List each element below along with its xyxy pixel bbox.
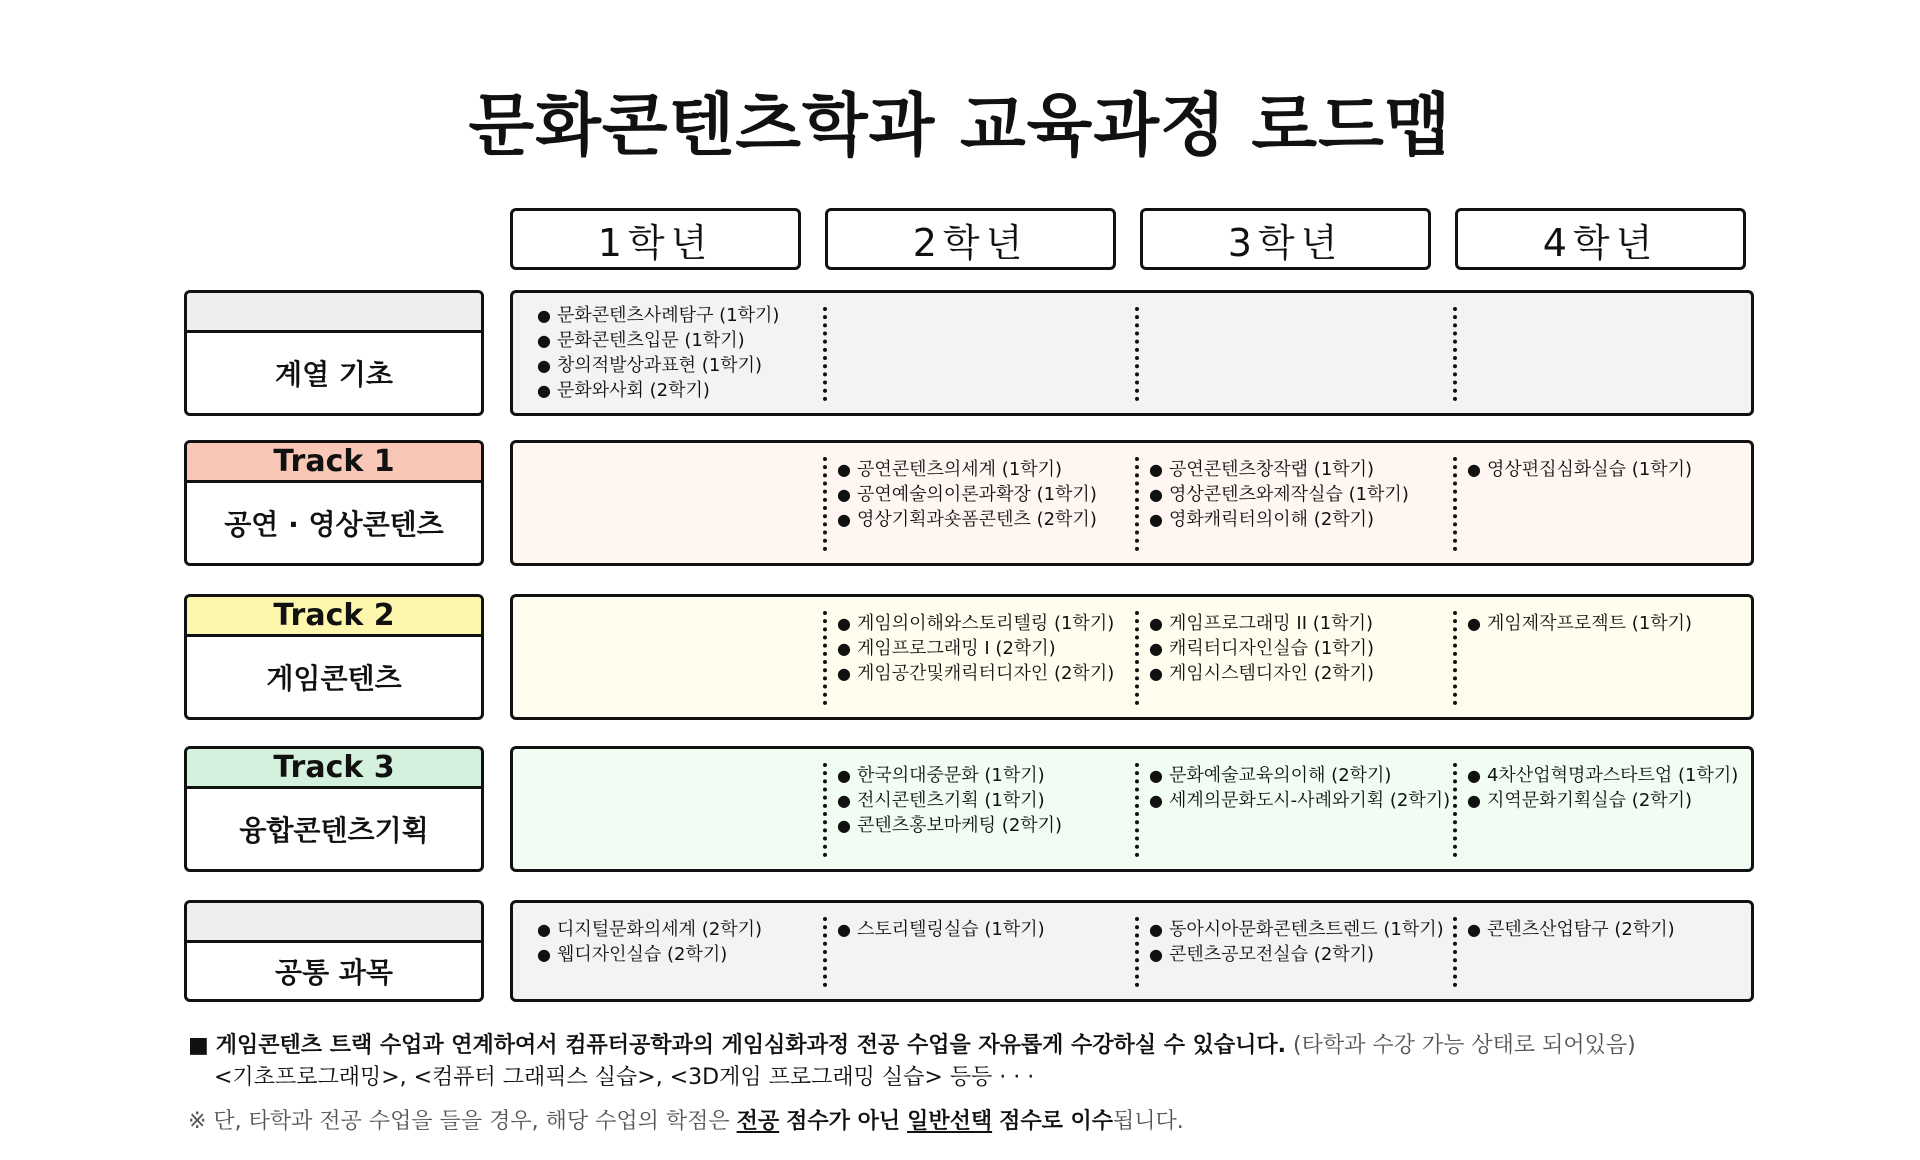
course-item: ● 공연콘텐츠의세계 (1학기) [837,457,1097,482]
course-list-year-3 [1149,457,1409,532]
year-header-3: 3학년 [1140,208,1431,270]
row-panel-track2 [510,594,1754,720]
note-underline-major: 전공 [736,1109,780,1134]
column-divider [1135,763,1139,857]
column-divider [1453,917,1457,987]
column-divider [1453,307,1457,401]
course-item: ● 웹디자인실습 (2학기) [537,942,762,967]
column-divider [1135,611,1139,705]
course-item: ● 동아시아문화콘텐츠트렌드 (1학기) [1149,917,1444,942]
course-item: ● 4차산업혁명과스타트업 (1학기) [1467,763,1738,788]
course-item: ● 콘텐츠홍보마케팅 (2학기) [837,813,1062,838]
course-item: ● 영화캐릭터의이해 (2학기) [1149,507,1409,532]
course-item: ● 디지털문화의세계 (2학기) [537,917,762,942]
note-mid-2: 점수로 이수 [999,1109,1114,1134]
note-line-1 [188,1028,1636,1059]
course-list-year-3 [1149,917,1444,967]
column-divider [823,457,827,551]
row-label-name: 공연 · 영상콘텐츠 [224,508,444,541]
course-item: ● 게임프로그래밍 I (2학기) [837,636,1114,661]
course-item: ● 문화예술교육의이해 (2학기) [1149,763,1450,788]
year-header-1: 1학년 [510,208,801,270]
course-list-year-2 [837,611,1114,686]
course-list-year-3 [1149,611,1374,686]
course-item: ● 창의적발상과표현 (1학기) [537,353,779,378]
course-item: ● 지역문화기획실습 (2학기) [1467,788,1738,813]
row-label-track: Track 1 [187,443,481,483]
column-divider [823,307,827,401]
note-bold-text: 게임콘텐츠 트랙 수업과 연계하여서 컴퓨터공학과의 게임심화과정 전공 수업을 자유롭게 수강하실 수 있습니다. [215,1033,1287,1058]
course-list-year-4 [1467,611,1692,636]
note-marker: ■ [188,1033,209,1058]
course-item: ● 문화콘텐츠사례탐구 (1학기) [537,303,779,328]
course-item: ● 캐릭터디자인실습 (1학기) [1149,636,1374,661]
row-label-basic [184,290,484,416]
row-label-track [187,293,481,333]
note-muted-text: (타학과 수강 가능 상태로 되어있음) [1293,1033,1636,1058]
course-list-year-3 [1149,763,1450,813]
note-line-3 [188,1104,1184,1135]
year-header-4: 4학년 [1455,208,1746,270]
note-prefix: ※ 단, 타학과 전공 수업을 들을 경우, 해당 수업의 학점은 [188,1109,730,1134]
course-item: ● 문화와사회 (2학기) [537,378,779,403]
course-item: ● 게임제작프로젝트 (1학기) [1467,611,1692,636]
row-label-track2 [184,594,484,720]
row-label-track1 [184,440,484,566]
course-item: ● 영상기획과숏폼콘텐츠 (2학기) [837,507,1097,532]
column-divider [1453,763,1457,857]
row-label-track: Track 2 [187,597,481,637]
course-item: ● 스토리텔링실습 (1학기) [837,917,1045,942]
course-item: ● 문화콘텐츠입문 (1학기) [537,328,779,353]
note-line-2: <기초프로그래밍>, <컴퓨터 그래픽스 실습>, <3D게임 프로그래밍 실습> 등등 · · · [214,1065,1035,1090]
course-list-year-1 [537,917,762,967]
row-label-name: 계열 기초 [275,358,393,391]
row-label-track: Track 3 [187,749,481,789]
row-label-name: 융합콘텐츠기획 [239,814,429,847]
note-suffix: 됩니다. [1113,1109,1184,1134]
course-item: ● 한국의대중문화 (1학기) [837,763,1062,788]
column-divider [1135,457,1139,551]
column-divider [823,611,827,705]
course-item: ● 전시콘텐츠기획 (1학기) [837,788,1062,813]
column-divider [1135,307,1139,401]
row-label-name: 게임콘텐츠 [266,662,402,695]
column-divider [1453,611,1457,705]
note-mid-1: 점수가 아닌 [786,1109,901,1134]
course-list-year-4 [1467,763,1738,813]
course-item: ● 영상콘텐츠와제작실습 (1학기) [1149,482,1409,507]
course-list-year-2 [837,763,1062,838]
row-label-track [187,903,481,943]
course-list-year-2 [837,917,1045,942]
course-item: ● 세계의문화도시-사례와기획 (2학기) [1149,788,1450,813]
note-underline-elective: 일반선택 [907,1109,993,1134]
course-item: ● 콘텐츠산업탐구 (2학기) [1467,917,1675,942]
column-divider [1453,457,1457,551]
row-panel-basic [510,290,1754,416]
course-item: ● 공연예술의이론과확장 (1학기) [837,482,1097,507]
row-label-common [184,900,484,1002]
course-list-year-4 [1467,457,1692,482]
column-divider [823,763,827,857]
course-item: ● 공연콘텐츠창작랩 (1학기) [1149,457,1409,482]
row-panel-track1 [510,440,1754,566]
course-item: ● 게임시스템디자인 (2학기) [1149,661,1374,686]
course-item: ● 게임프로그래밍 II (1학기) [1149,611,1374,636]
row-label-name: 공통 과목 [275,956,393,989]
row-panel-common [510,900,1754,1002]
column-divider [823,917,827,987]
row-label-track3 [184,746,484,872]
course-list-year-4 [1467,917,1675,942]
column-divider [1135,917,1139,987]
page-title: 문화콘텐츠학과 교육과정 로드맵 [468,87,1452,166]
course-item: ● 영상편집심화실습 (1학기) [1467,457,1692,482]
year-header-2: 2학년 [825,208,1116,270]
course-item: ● 콘텐츠공모전실습 (2학기) [1149,942,1444,967]
course-item: ● 게임의이해와스토리텔링 (1학기) [837,611,1114,636]
course-list-year-1 [537,303,779,403]
row-panel-track3 [510,746,1754,872]
course-list-year-2 [837,457,1097,532]
course-item: ● 게임공간및캐릭터디자인 (2학기) [837,661,1114,686]
